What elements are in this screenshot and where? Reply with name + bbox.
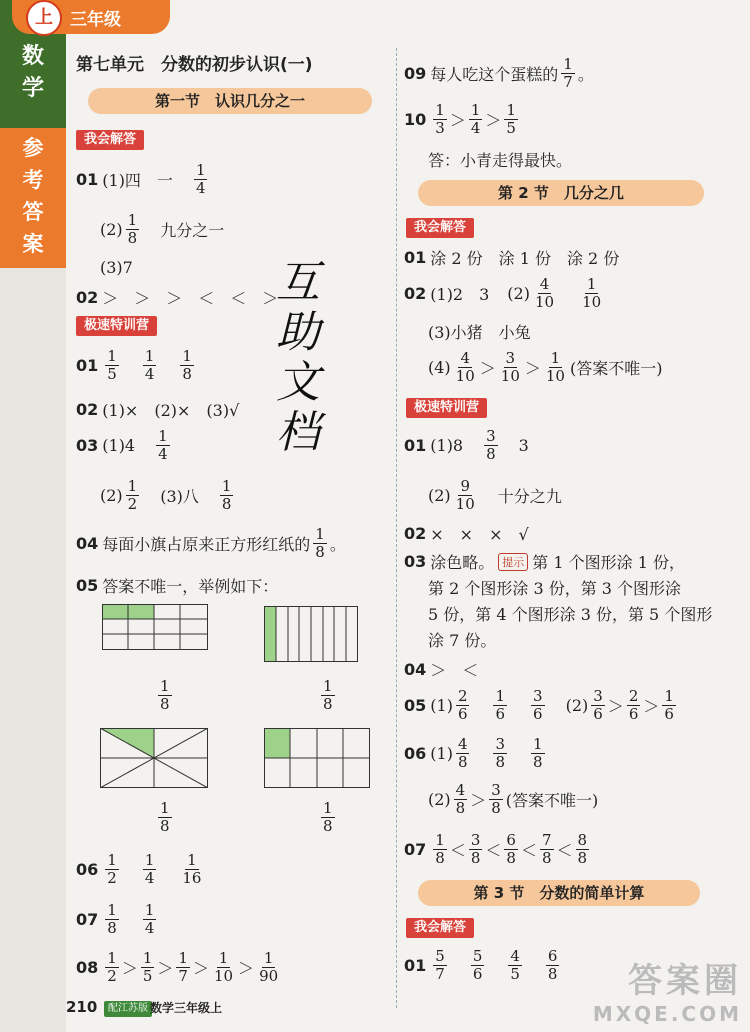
grade-label: 三年级 [70, 10, 121, 30]
sec2-drill-06-2: (2) $\frac{4}{8}$ ＞ $\frac{3}{8}$ (答案不唯一) [428, 781, 599, 817]
drill-08: 08 $\frac{1}{2}$ ＞ $\frac{1}{5}$ ＞ $\frac{1}{7}$ ＞ $\frac{1}{10}$ ＞ $\frac{1}{90}$ [76, 949, 279, 985]
sec2-answer-01: 01 涂 2 份 涂 1 份 涂 2 份 [404, 248, 620, 268]
sec2-answer-02-3: (3)小猪 小兔 [428, 323, 531, 342]
answer-10-conclusion: 答：小青走得最快。 [428, 151, 573, 170]
sec3-answer-01: 01 $\frac{5}{7}$ $\frac{5}{6}$ $\frac{4}{5}$ $\frac{6}{8}$ [404, 947, 558, 983]
edition-tag: 配江苏版 [104, 1001, 152, 1017]
section-title-3: 第 3 节 分数的简单计算 [418, 880, 700, 906]
drill-03: 03 (1)4 $\frac{1}{4}$ [76, 427, 168, 463]
sec2-drill-03-line3: 5 份，第 4 个图形涂 3 份，第 5 个图形 [428, 605, 713, 624]
drill-05: 05 答案不唯一，举例如下： [76, 576, 279, 596]
badge-jisutexunying-2: 极速特训营 [406, 398, 487, 418]
figure-grid-1 [102, 604, 208, 650]
sec2-drill-03-line4: 涂 7 份。 [428, 631, 497, 650]
sec2-drill-03-line2: 第 2 个图形涂 3 份，第 3 个图形涂 [428, 579, 682, 598]
unit-title: 第七单元 分数的初步认识(一) [76, 55, 313, 75]
drill-06: 06 $\frac{1}{2}$ $\frac{1}{4}$ $\frac{1}{16}$ [76, 851, 202, 887]
drill-01: 01 $\frac{1}{5}$ $\frac{1}{4}$ $\frac{1}{8}$ [76, 347, 192, 383]
sec2-drill-02: 02 × × × √ [404, 524, 529, 544]
sec2-drill-05: 05 (1) $\frac{2}{6}$ $\frac{1}{6}$ $\frac{3}{6}$ (2) $\frac{3}{6}$ ＞ $\frac{2}{6}$ ＞ $\frac{1}{6}$ [404, 687, 674, 723]
book-title: 数学三年级上 [150, 1001, 223, 1015]
column-divider [396, 48, 397, 1008]
answers-char-3: 答 [22, 200, 44, 224]
hint-tag: 提示 [498, 553, 528, 571]
badge-jisutexunying-1: 极速特训营 [76, 316, 157, 336]
handwritten-watermark: 互 助 文 档 [276, 257, 320, 458]
section-title-1: 第一节 认识几分之一 [88, 88, 372, 114]
page-number: 210 [66, 998, 98, 1016]
figure-grid-3 [100, 728, 208, 788]
answers-char-4: 案 [22, 232, 44, 256]
answer-01-3: (3)7 [100, 258, 133, 277]
sec2-drill-01-2: (2) $\frac{9}{10}$ 十分之九 [428, 477, 562, 513]
drill-03-2: (2) $\frac{1}{2}$ (3)八 $\frac{1}{8}$ [100, 477, 232, 513]
figure-3-fraction: $\frac{1}{8}$ [160, 799, 170, 835]
subject-char-1: 数 [21, 44, 44, 69]
figure-4-fraction: $\frac{1}{8}$ [323, 799, 333, 835]
sec2-answer-02: 02 (1)2 3 (2) $\frac{4}{10}$ $\frac{1}{10}$ [404, 275, 602, 311]
drill-02: 02 (1)× (2)× (3)√ [76, 400, 240, 420]
answer-01-2: (2) $\frac{1}{8}$ 九分之一 [100, 211, 225, 247]
sidebar-answers-block [0, 128, 66, 268]
figure-1-fraction: $\frac{1}{8}$ [160, 677, 170, 713]
subject-char-2: 学 [21, 76, 44, 101]
answers-char-2: 考 [22, 168, 44, 192]
drill-07: 07 $\frac{1}{8}$ $\frac{1}{4}$ [76, 901, 155, 937]
sec2-drill-03: 03 涂色略。 提示 第 1 个图形涂 1 份， [404, 552, 685, 572]
answer-01: 01 (1)四 一 $\frac{1}{4}$ [76, 161, 206, 197]
answer-10: 10 $\frac{1}{3}$ ＞ $\frac{1}{4}$ ＞ $\frac{1}{5}$ [404, 101, 516, 137]
drill-04: 04 每面小旗占原来正方形红纸的 $\frac{1}{8}$ 。 [76, 525, 346, 561]
section-title-2: 第 2 节 几分之几 [418, 180, 704, 206]
grade-badge: 上 [26, 0, 62, 36]
badge-wohuijieda-2: 我会解答 [406, 218, 474, 238]
answer-02: 02 ＞ ＞ ＞ ＜ ＜ ＞ [76, 288, 279, 308]
sec2-drill-01: 01 (1)8 $\frac{3}{8}$ 3 [404, 427, 529, 463]
sec2-drill-04: 04 ＞ ＜ [404, 660, 479, 680]
answers-char-1: 参 [22, 136, 44, 160]
grade-pill [12, 0, 170, 34]
figure-grid-4 [264, 728, 370, 788]
figure-2-fraction: $\frac{1}{8}$ [323, 677, 333, 713]
sec2-drill-07: 07 $\frac{1}{8}$ ＜ $\frac{3}{8}$ ＜ $\frac{6}{8}$ ＜ $\frac{7}{8}$ ＜ $\frac{8}{8}$ [404, 831, 588, 867]
watermark: 答案圈 MXQE.COM [592, 961, 742, 1026]
sec2-answer-02-4: (4) $\frac{4}{10}$ ＞ $\frac{3}{10}$ ＞ $\frac{1}{10}$ (答案不唯一) [428, 349, 663, 385]
badge-wohuijieda-1: 我会解答 [76, 130, 144, 150]
badge-wohuijieda-3: 我会解答 [406, 918, 474, 938]
sec2-drill-06: 06 (1) $\frac{4}{8}$ $\frac{3}{8}$ $\frac{1}{8}$ [404, 735, 543, 771]
figure-grid-2 [264, 606, 358, 662]
answer-09: 09 每人吃这个蛋糕的 $\frac{1}{7}$ 。 [404, 55, 594, 91]
